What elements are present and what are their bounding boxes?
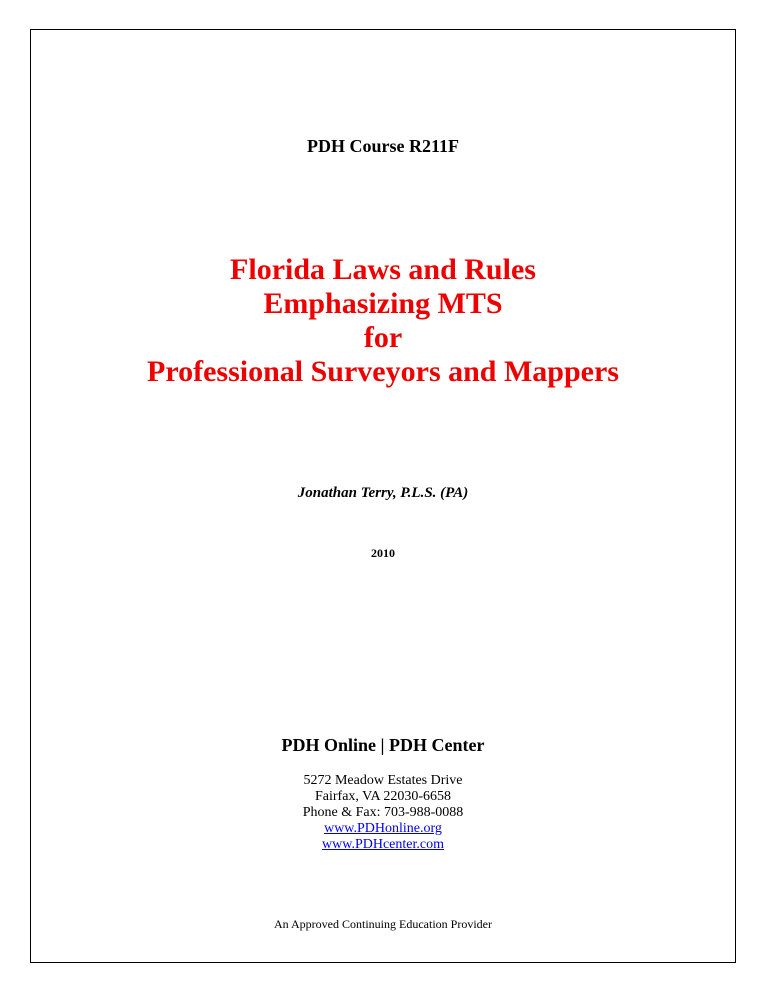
city-address: Fairfax, VA 22030-6658 [315,789,451,804]
footer-note: An Approved Continuing Education Provider [274,917,492,931]
title-line-4: Professional Surveyors and Mappers [147,355,619,388]
phone-fax: Phone & Fax: 703-988-0088 [302,805,464,820]
title-line-1: Florida Laws and Rules [230,253,536,286]
document-title [30,253,736,389]
address-block [30,773,736,853]
course-code: PDH Course R211F [307,136,459,156]
website-link-pdhcenter[interactable]: www.PDHcenter.com [322,837,444,852]
organization-name: PDH Online | PDH Center [281,735,485,755]
title-line-3: for [363,321,403,354]
year: 2010 [371,546,395,560]
author: Jonathan Terry, P.L.S. (PA) [297,485,469,501]
website-link-pdhonline[interactable]: www.PDHonline.org [324,821,442,836]
title-line-2: Emphasizing MTS [263,287,503,320]
street-address: 5272 Meadow Estates Drive [303,773,463,788]
